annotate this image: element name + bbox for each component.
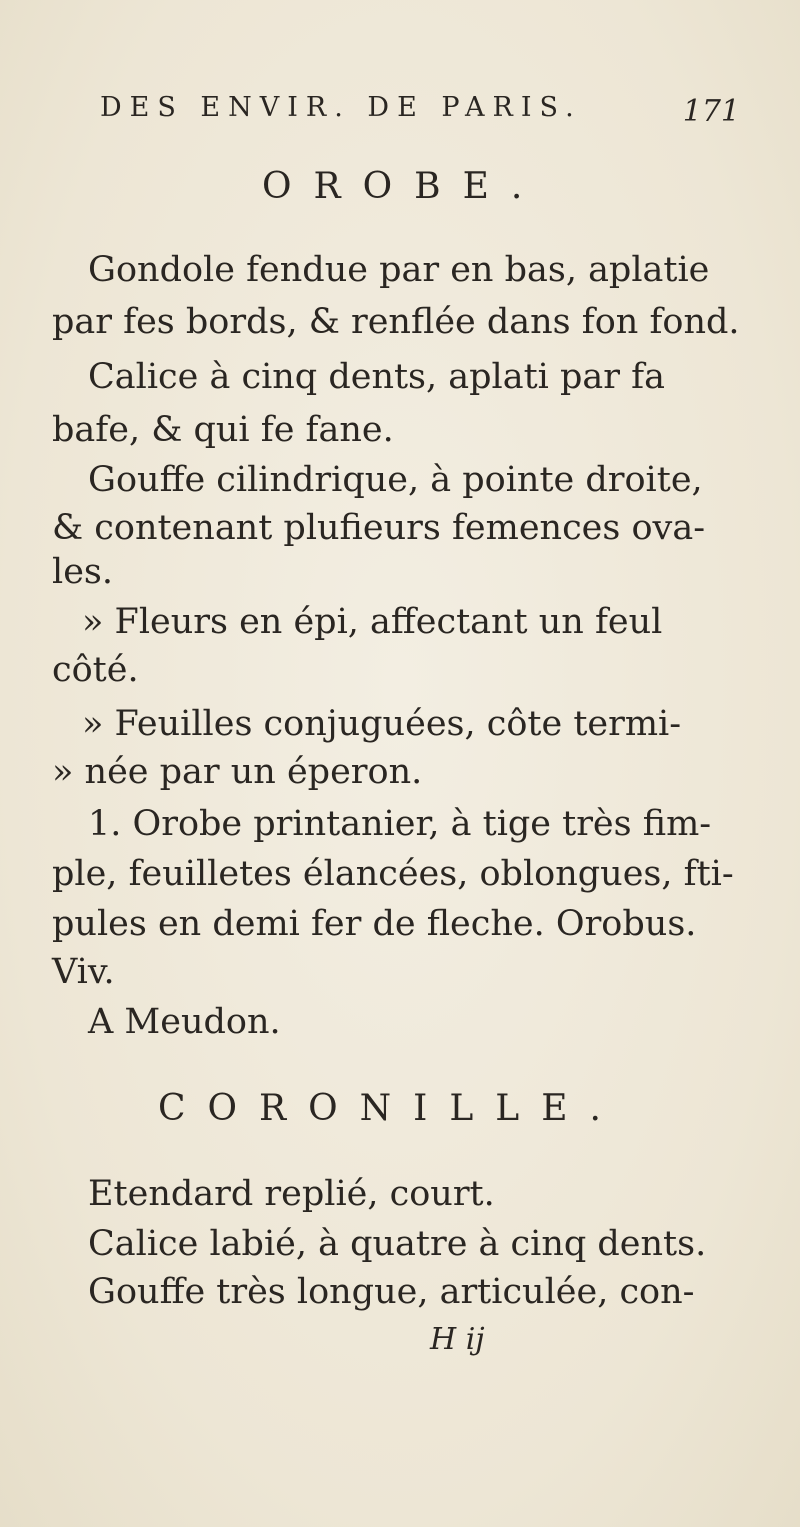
text-line: Gondole fendue par en bas, aplatie <box>88 250 710 290</box>
text-line: ple, feuilletes élancées, oblongues, fti- <box>52 854 734 894</box>
text-line: » Fleurs en épi, affectant un feul <box>82 602 663 642</box>
page-number: 171 <box>682 94 740 129</box>
text-line: & contenant plufieurs femences ova- <box>52 508 706 548</box>
text-line: Calice à cinq dents, aplati par fa <box>88 357 665 397</box>
running-head-title: DES ENVIR. DE PARIS. <box>100 92 582 123</box>
running-head <box>100 92 740 132</box>
text-line: côté. <box>52 650 139 690</box>
text-line: » née par un éperon. <box>52 752 423 792</box>
text-line: bafe, & qui fe fane. <box>52 410 394 450</box>
text-line: Gouffe cilindrique, à pointe droite, <box>88 460 703 500</box>
signature-mark: H ij <box>430 1322 485 1357</box>
text-line: Viv. <box>52 952 115 992</box>
text-line: Calice labié, à quatre à cinq dents. <box>88 1224 707 1264</box>
text-line: pules en demi fer de fleche. Orobus. <box>52 904 697 944</box>
text-line: » Feuilles conjuguées, côte termi- <box>82 704 682 744</box>
text-line: A Meudon. <box>88 1002 281 1042</box>
text-line: 1. Orobe printanier, à tige très fim- <box>88 804 712 844</box>
text-line: Etendard replié, court. <box>88 1174 495 1214</box>
text-line: Gouffe très longue, articulée, con- <box>88 1272 695 1312</box>
text-line: les. <box>52 552 113 592</box>
section-title-coronille: CORONILLE. <box>158 1088 623 1129</box>
text-line: par fes bords, & renflée dans fon fond. <box>52 302 740 342</box>
section-title-orobe: OROBE. <box>262 166 545 207</box>
